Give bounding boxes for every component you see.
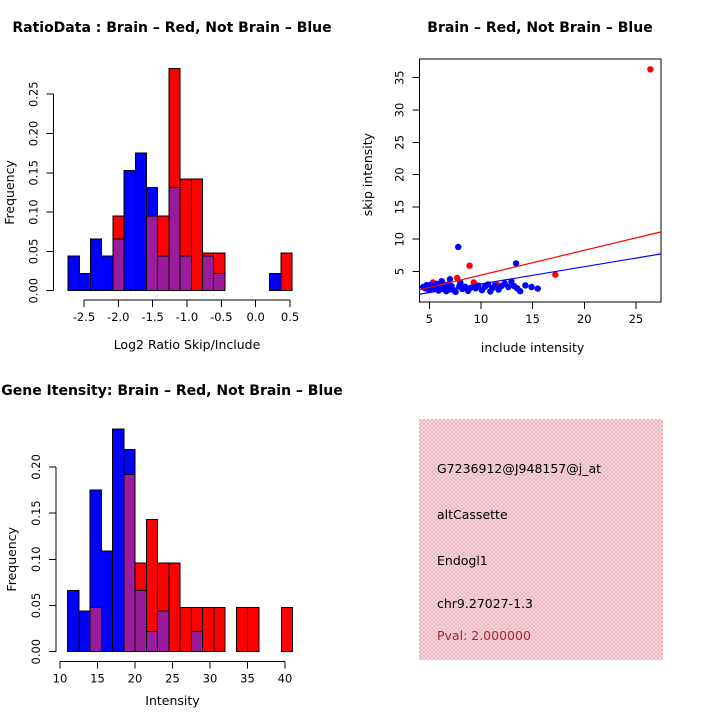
histogram-bar-blue: [135, 153, 146, 291]
x-tick-label: 40: [277, 671, 293, 686]
histogram-bar-blue: [101, 551, 112, 652]
x-tick-label: 5: [425, 312, 433, 326]
x-axis-label: Intensity: [145, 693, 200, 708]
histogram-bar-overlap: [180, 256, 191, 291]
histogram-bar-overlap: [158, 256, 169, 291]
histogram-bar-red: [180, 607, 191, 651]
y-tick-label: 0.00: [26, 277, 41, 304]
histogram-bar-overlap: [124, 474, 135, 651]
histogram-bar-blue: [68, 591, 79, 652]
panel-title: RatioData : Brain – Red, Not Brain – Blue: [12, 20, 332, 36]
histogram-bar-overlap: [113, 239, 124, 291]
x-tick-label: -2.5: [72, 310, 96, 324]
x-tick-label: 25: [165, 671, 180, 686]
panel-title: Brain – Red, Not Brain – Blue: [427, 20, 653, 36]
x-tick-label: -2.0: [107, 310, 130, 324]
y-tick-label: 0.05: [26, 238, 41, 265]
panel-title: Gene Itensity: Brain – Red, Not Brain – Blue: [1, 383, 343, 399]
info-panel: [360, 360, 720, 720]
histogram-bar-blue: [270, 273, 281, 290]
scatter-point-blue: [528, 284, 534, 290]
histogram-bar-red: [281, 253, 292, 291]
histogram-bar-blue: [79, 273, 90, 290]
y-tick-label: 25: [392, 134, 407, 150]
histogram-bar-red: [248, 607, 259, 651]
histogram-bar-overlap: [169, 188, 180, 291]
histogram-bar-red: [191, 179, 202, 291]
y-tick-label: 35: [392, 70, 407, 86]
histogram-bar-red: [203, 607, 214, 651]
probe-id-text: G7236912@J948157@j_at: [437, 461, 602, 476]
x-tick-label: 10: [52, 671, 68, 686]
histogram-bar-overlap: [191, 631, 202, 651]
x-axis-label: include intensity: [480, 340, 585, 355]
histogram-bar-overlap: [203, 256, 214, 291]
ratio-histogram-panel: [0, 0, 360, 360]
x-axis-label: Log2 Ratio Skip/Include: [113, 337, 261, 352]
x-tick-label: 30: [202, 671, 218, 686]
y-tick-label: 0.15: [29, 500, 43, 526]
histogram-bar-blue: [79, 611, 90, 652]
x-tick-label: -1.5: [141, 310, 164, 324]
x-tick-label: -0.5: [210, 310, 233, 324]
y-tick-label: 15: [392, 199, 407, 215]
histogram-bar-red: [236, 607, 247, 651]
scatter-point-blue: [522, 282, 528, 288]
scatter-point-blue: [452, 289, 458, 295]
histogram-bar-blue: [68, 256, 79, 291]
y-tick-label: 0.10: [29, 546, 43, 573]
scatter-point-blue: [505, 284, 511, 290]
x-tick-label: 10: [473, 312, 489, 326]
y-tick-label: 0.20: [26, 120, 41, 147]
x-tick-label: 0.5: [280, 310, 300, 324]
location-text: chr9.27027-1.3: [437, 596, 534, 611]
scatter-point-red: [647, 66, 653, 72]
y-axis-label: Frequency: [2, 160, 17, 225]
pval-text: Pval: 2.000000: [437, 628, 531, 643]
histogram-bar-blue: [124, 170, 135, 290]
scatter-panel: [360, 0, 720, 360]
x-tick-label: 15: [90, 671, 105, 686]
gene-name-text: Endogl1: [437, 553, 488, 568]
histogram-bar-red: [169, 563, 180, 652]
histogram-bar-red: [214, 607, 225, 651]
x-tick-label: 20: [576, 312, 592, 326]
scatter-point-blue: [517, 288, 523, 294]
x-tick-label: 15: [525, 312, 540, 326]
scatter-point-red: [466, 262, 472, 268]
y-tick-label: 0.05: [29, 592, 43, 619]
x-tick-label: 0.0: [246, 310, 265, 324]
y-tick-label: 0.25: [26, 81, 41, 108]
y-tick-label: 20: [392, 167, 407, 182]
x-tick-label: 20: [127, 671, 143, 686]
plot-box: [419, 59, 661, 302]
y-axis-label: Frequency: [4, 527, 19, 592]
y-tick-label: 5: [392, 267, 407, 276]
scatter-point-blue: [535, 285, 541, 291]
histogram-bar-overlap: [135, 591, 146, 652]
info-box: [419, 419, 663, 660]
y-tick-label: 0.10: [26, 199, 41, 225]
histogram-bar-red: [281, 607, 292, 651]
histogram-bar-overlap: [90, 607, 101, 651]
x-tick-label: 25: [628, 312, 644, 326]
histogram-bar-blue: [102, 256, 113, 291]
y-tick-label: 10: [392, 231, 407, 247]
x-tick-label: -1.0: [175, 310, 199, 324]
histogram-bar-overlap: [147, 216, 158, 291]
y-tick-label: 0.20: [29, 454, 43, 480]
gene-histogram-panel: [0, 360, 360, 720]
histogram-bar-overlap: [158, 611, 169, 652]
y-tick-label: 0.00: [29, 638, 43, 665]
fit-line-red: [419, 232, 661, 290]
histogram-bar-overlap: [146, 631, 157, 651]
y-tick-label: 0.15: [26, 159, 41, 186]
histogram-bar-overlap: [214, 273, 225, 290]
histogram-bar-blue: [113, 429, 124, 652]
histogram-bar-blue: [91, 239, 102, 291]
y-tick-label: 30: [392, 102, 407, 118]
x-tick-label: 35: [240, 671, 255, 686]
scatter-point-blue: [455, 244, 461, 250]
splice-type-text: altCassette: [437, 507, 508, 522]
y-axis-label: skip intensity: [360, 132, 375, 217]
